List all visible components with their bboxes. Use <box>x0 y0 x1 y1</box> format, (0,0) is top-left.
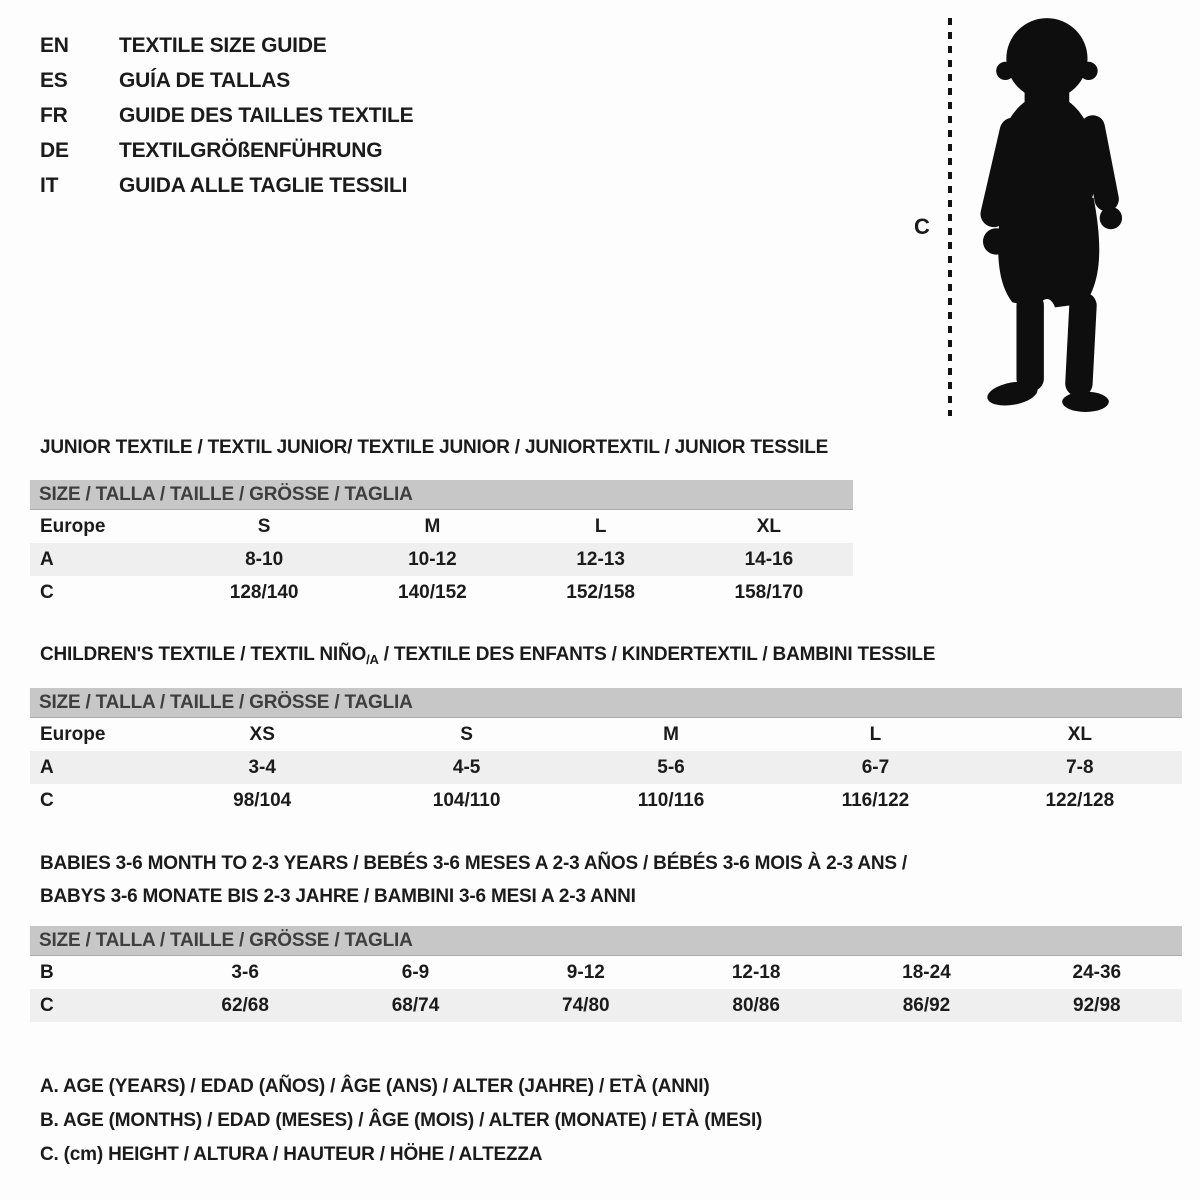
guide-title: TEXTILE SIZE GUIDE <box>119 33 327 57</box>
language-code: FR <box>40 103 68 127</box>
height-figure <box>898 8 1164 432</box>
babies-title-line1: BABIES 3-6 MONTH TO 2-3 YEARS / BEBÉS 3-6 MESES A 2-3 AÑOS / BÉBÉS 3-6 MOIS À 2-3 ANS / <box>40 853 908 874</box>
guide-title: GUIDE DES TAILLES TEXTILE <box>119 103 414 127</box>
size-header-bar: SIZE / TALLA / TAILLE / GRÖSSE / TAGLIA <box>30 480 853 510</box>
language-row-it <box>40 168 413 203</box>
size-header-bar: SIZE / TALLA / TAILLE / GRÖSSE / TAGLIA <box>30 926 1182 956</box>
table-row-europe <box>30 718 1182 751</box>
babies-size-table <box>30 926 1182 1022</box>
toddler-silhouette-icon <box>962 10 1142 416</box>
babies-section-title <box>40 847 907 913</box>
table-row-height <box>30 784 1182 817</box>
children-size-table <box>30 688 1182 817</box>
height-cell: 140/152 <box>398 581 467 603</box>
height-cell: 104/110 <box>432 789 501 811</box>
table-row-age-months <box>30 956 1182 989</box>
language-code: EN <box>40 33 69 57</box>
measure-legend <box>40 1070 762 1172</box>
height-cell: 86/92 <box>902 994 951 1016</box>
row-label: B <box>40 961 54 983</box>
language-row-fr <box>40 98 413 133</box>
height-measure-label: C <box>914 214 930 239</box>
size-cell: L <box>869 723 882 745</box>
legend-line-age-months: B. AGE (MONTHS) / EDAD (MESES) / ÂGE (MOIS) / ALTER (MONATE) / ETÀ (MESI) <box>40 1110 763 1131</box>
legend-line-age-years: A. AGE (YEARS) / EDAD (AÑOS) / ÂGE (ANS) / ALTER (JAHRE) / ETÀ (ANNI) <box>40 1076 710 1097</box>
language-code: DE <box>40 138 69 162</box>
age-cell: 14-16 <box>744 548 794 570</box>
row-label: A <box>40 548 54 570</box>
height-cell: 92/98 <box>1073 994 1121 1016</box>
row-label: C <box>40 994 54 1016</box>
language-row-de <box>40 133 413 168</box>
row-label: C <box>40 581 54 603</box>
legend-line-height: C. (cm) HEIGHT / ALTURA / HAUTEUR / HÖHE / ALTEZZA <box>40 1144 543 1165</box>
junior-section-title: JUNIOR TEXTILE / TEXTIL JUNIOR/ TEXTILE JUNIOR / JUNIORTEXTIL / JUNIOR TESSILE <box>40 437 829 458</box>
age-cell: 6-9 <box>401 961 430 983</box>
table-row-europe <box>30 510 853 543</box>
language-row-es <box>40 63 413 98</box>
language-code: IT <box>40 173 59 197</box>
age-cell: 7-8 <box>1066 756 1094 778</box>
age-cell: 3-4 <box>248 756 276 778</box>
height-cell: 98/104 <box>233 789 292 811</box>
language-code: ES <box>40 68 68 92</box>
row-label: A <box>40 756 54 778</box>
language-title-list <box>40 28 413 203</box>
size-cell: XL <box>1067 723 1092 745</box>
junior-size-table <box>30 480 853 609</box>
children-title-subscript: /A <box>366 652 379 667</box>
height-cell: 110/116 <box>637 789 705 811</box>
guide-title: TEXTILGRÖßENFÜHRUNG <box>119 138 383 162</box>
age-cell: 4-5 <box>452 756 481 778</box>
row-label: Europe <box>40 723 106 745</box>
table-row-age <box>30 543 853 576</box>
height-cell: 80/86 <box>732 994 780 1016</box>
age-cell: 9-12 <box>566 961 605 983</box>
age-cell: 3-6 <box>231 961 259 983</box>
age-cell: 6-7 <box>861 756 890 778</box>
table-row-height <box>30 989 1182 1022</box>
guide-title: GUÍA DE TALLAS <box>119 68 291 92</box>
height-cell: 74/80 <box>562 994 610 1016</box>
height-cell: 128/140 <box>229 581 299 603</box>
babies-title-line2: BABYS 3-6 MONATE BIS 2-3 JAHRE / BAMBINI 3-6 MESI A 2-3 ANNI <box>40 886 636 907</box>
children-title-text: / TEXTILE DES ENFANTS / KINDERTEXTIL / BAMBINI TESSILE <box>378 644 936 665</box>
children-section-title <box>40 644 935 667</box>
table-row-height <box>30 576 853 609</box>
age-cell: 12-13 <box>576 548 625 570</box>
height-cell: 68/74 <box>391 994 440 1016</box>
size-header-bar: SIZE / TALLA / TAILLE / GRÖSSE / TAGLIA <box>30 688 1182 718</box>
size-cell: L <box>594 515 607 537</box>
row-label: Europe <box>40 515 106 537</box>
size-cell: M <box>663 723 679 745</box>
row-label: C <box>40 789 54 811</box>
age-cell: 5-6 <box>657 756 685 778</box>
height-cell: 122/128 <box>1045 789 1115 811</box>
guide-title: GUIDA ALLE TAGLIE TESSILI <box>119 173 408 197</box>
size-cell: XL <box>756 515 782 537</box>
size-cell: M <box>424 515 441 537</box>
language-row-en <box>40 28 413 63</box>
children-title-text: CHILDREN'S TEXTILE / TEXTIL NIÑO <box>40 644 367 665</box>
age-cell: 18-24 <box>902 961 951 983</box>
size-cell: XS <box>249 723 275 745</box>
age-cell: 8-10 <box>245 548 284 570</box>
size-cell: S <box>257 515 271 537</box>
table-row-age <box>30 751 1182 784</box>
height-measure-dashed-line <box>948 18 952 416</box>
age-cell: 24-36 <box>1072 961 1122 983</box>
size-cell: S <box>460 723 473 745</box>
height-cell: 116/122 <box>841 789 910 811</box>
height-cell: 152/158 <box>566 581 635 603</box>
age-cell: 10-12 <box>408 548 457 570</box>
height-cell: 62/68 <box>221 994 269 1016</box>
height-cell: 158/170 <box>734 581 804 603</box>
age-cell: 12-18 <box>731 961 781 983</box>
